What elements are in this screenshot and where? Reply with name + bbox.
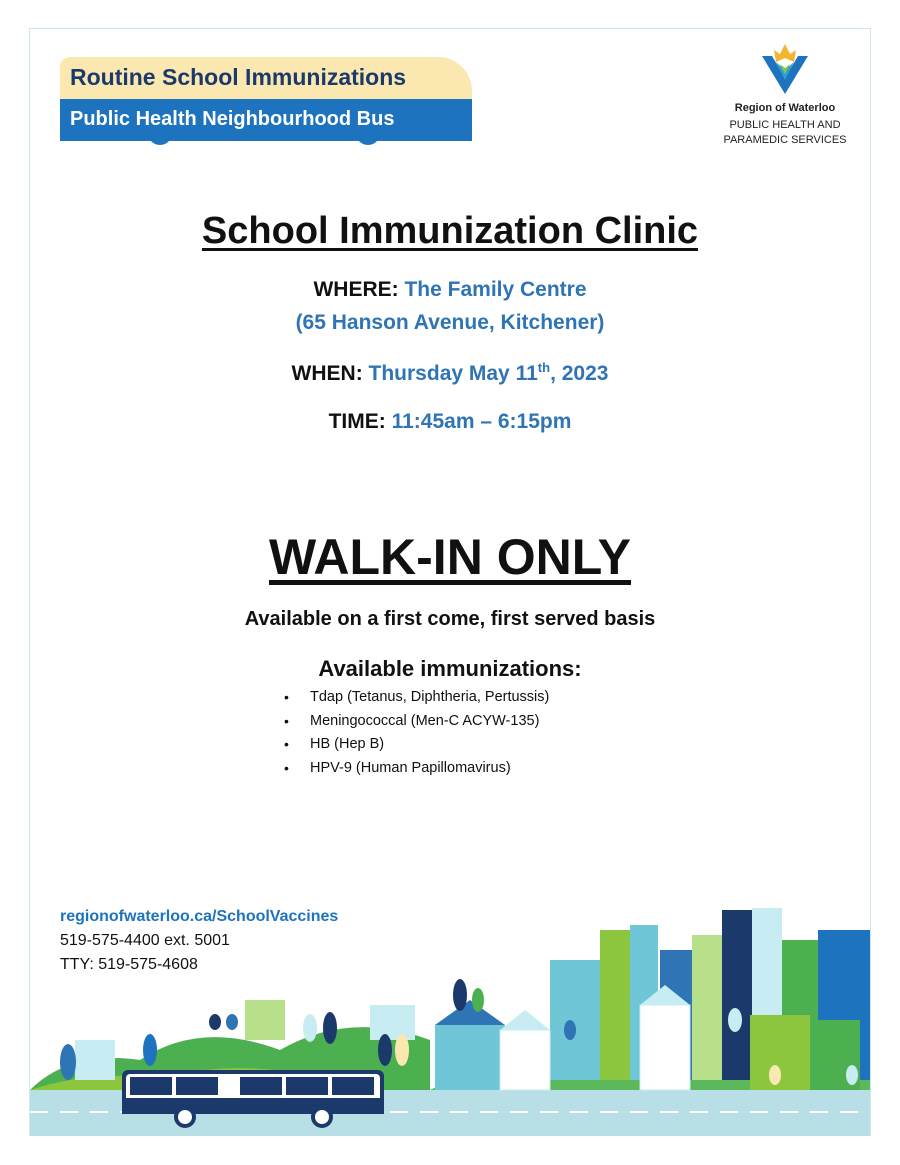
logo-region-name: Region of Waterloo <box>734 102 836 114</box>
where-line <box>0 278 900 302</box>
logo-department <box>715 118 855 148</box>
where-address <box>0 311 900 335</box>
when-line <box>0 360 900 386</box>
banner-title: Routine School Immunizations <box>70 64 407 90</box>
when-superscript: th <box>537 360 551 375</box>
address-value: (65 Hanson Avenue, Kitchener) <box>295 311 605 334</box>
list-item: • Tdap (Tetanus, Diphtheria, Pertussis) <box>290 686 549 710</box>
tty-number: TTY: 519-575-4608 <box>60 956 198 973</box>
list-item: • Meningococcal (Men-C ACYW-135) <box>290 710 549 734</box>
when-year: , 2023 <box>550 362 609 385</box>
city-illustration <box>30 900 870 1136</box>
bus-wheel-icon <box>148 131 172 145</box>
immunizations-heading: Available immunizations: <box>318 656 582 681</box>
website-link[interactable]: regionofwaterloo.ca/SchoolVaccines <box>60 908 339 925</box>
bus-wheel-icon <box>356 131 380 145</box>
banner-top <box>60 57 472 99</box>
time-value: 11:45am – 6:15pm <box>391 410 572 433</box>
time-label: TIME: <box>328 410 386 433</box>
logo-dept-line2: PARAMEDIC SERVICES <box>723 134 847 146</box>
when-value <box>369 362 609 385</box>
where-label: WHERE: <box>313 278 399 301</box>
header-banner <box>60 57 472 155</box>
list-item: • HPV-9 (Human Papillomavirus) <box>290 757 549 781</box>
logo-dept-line1: PUBLIC HEALTH AND <box>729 119 841 131</box>
when-label: WHEN: <box>291 362 363 385</box>
walk-in-heading: WALK-IN ONLY <box>268 529 632 585</box>
basis-text: Available on a first come, first served basis <box>244 608 656 630</box>
waterloo-crest-icon <box>740 42 830 100</box>
where-value: The Family Centre <box>404 278 587 301</box>
immunization-list <box>290 686 549 780</box>
page-title: School Immunization Clinic <box>201 210 699 252</box>
time-line <box>0 410 900 434</box>
banner-subtitle: Public Health Neighbourhood Bus <box>70 108 395 130</box>
region-logo <box>715 42 855 157</box>
phone-number: 519-575-4400 ext. 5001 <box>60 932 230 949</box>
list-item: • HB (Hep B) <box>290 733 549 757</box>
banner-bottom <box>60 99 472 141</box>
when-date: Thursday May 11 <box>368 362 538 385</box>
